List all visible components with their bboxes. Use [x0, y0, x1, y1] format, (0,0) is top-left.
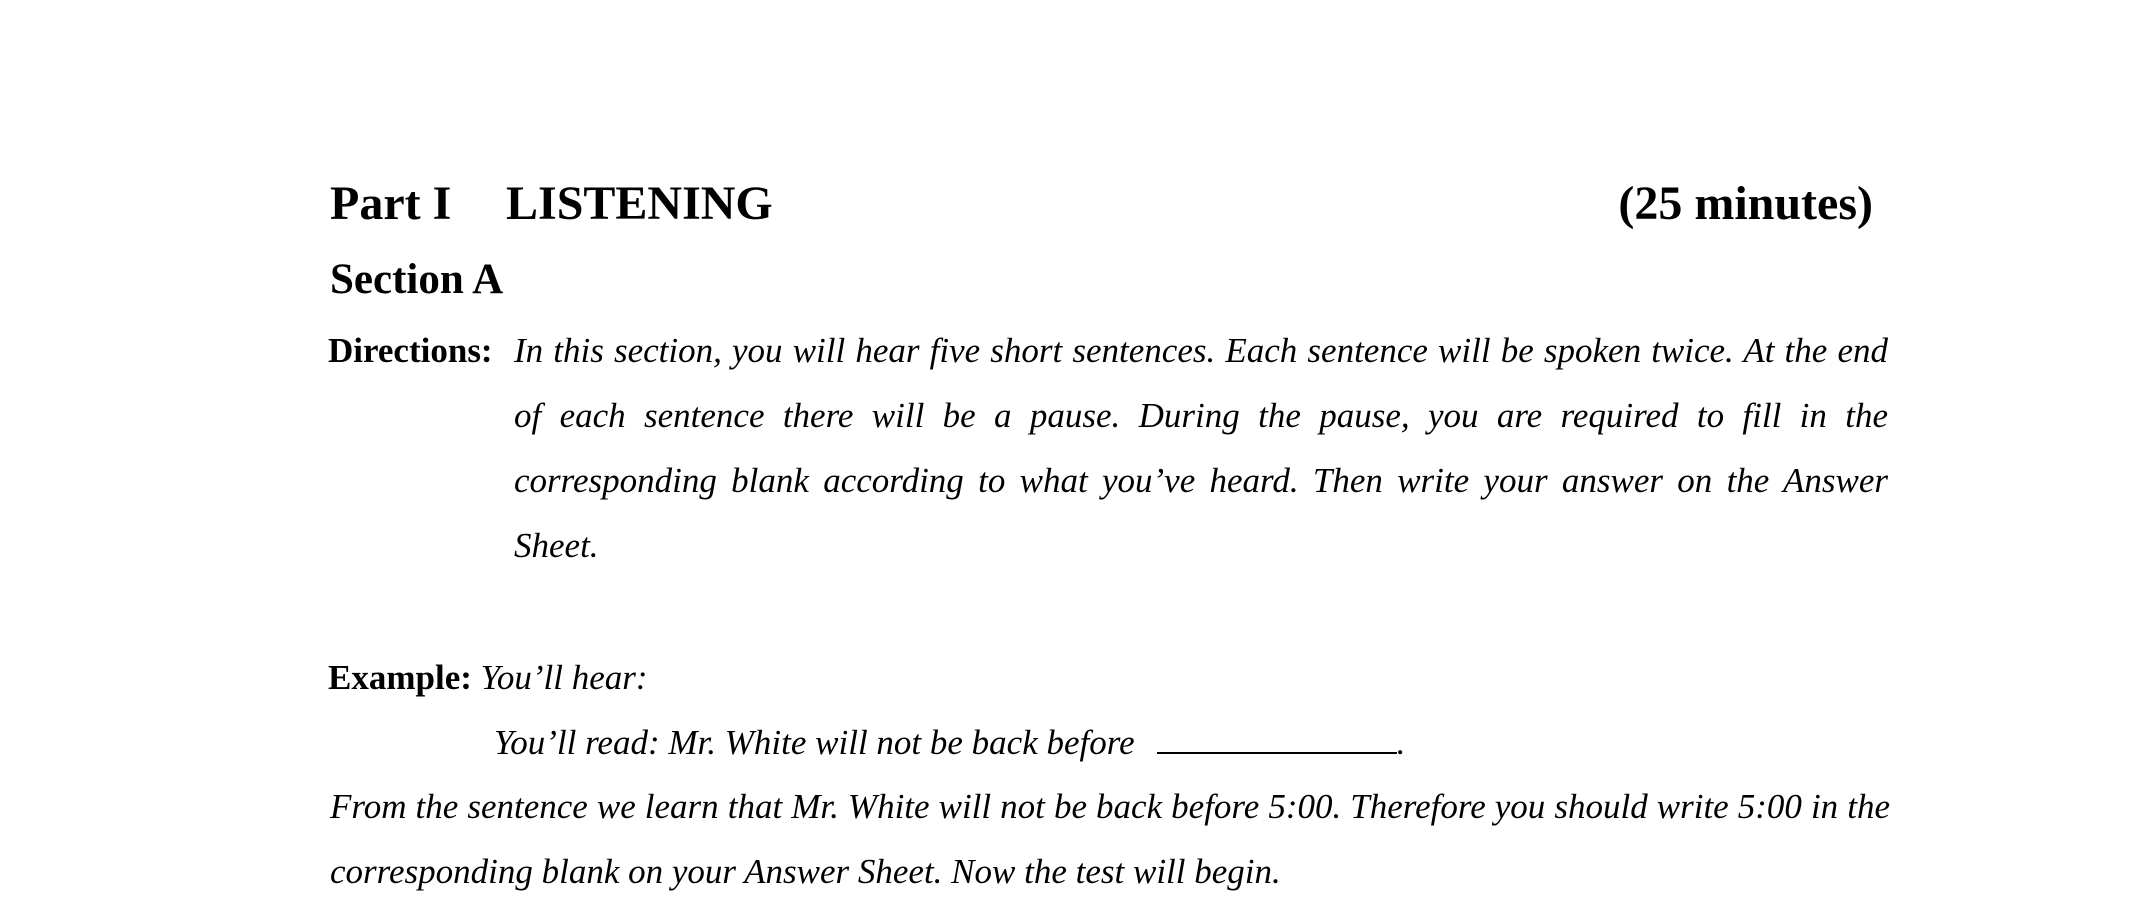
- example-heading: [328, 645, 648, 710]
- directions-text: In this section, you will hear five short sentences. Each sentence will be spoken twice. At the end of each sentence there will be a pause. During the pause, you are required to fill in the corresponding blank according to what you’ve heard. Then write your answer on the Answer Sheet.: [514, 331, 1888, 565]
- example-explanation: From the sentence we learn that Mr. White will not be back before 5:00. Therefore you should write 5:00 in the corresponding blank on your Answer Sheet. Now the test will begin.: [330, 787, 1890, 891]
- directions-label: Directions:: [328, 331, 493, 370]
- example-read-end: .: [1396, 723, 1406, 762]
- part-name: LISTENING: [506, 177, 773, 230]
- part-title: [330, 174, 773, 234]
- time-limit: (25 minutes): [1618, 177, 1873, 230]
- example-read-text: You’ll read: Mr. White will not be back before: [494, 723, 1135, 762]
- example-label: Example:: [328, 658, 472, 697]
- answer-blank: [1157, 716, 1397, 754]
- part-heading: [330, 174, 1873, 234]
- example-hear-text: You’ll hear:: [480, 658, 648, 697]
- part-label: Part I: [330, 177, 452, 230]
- example-read-line: [494, 710, 1405, 775]
- section-title: Section A: [330, 256, 504, 303]
- directions-block: [328, 318, 1888, 578]
